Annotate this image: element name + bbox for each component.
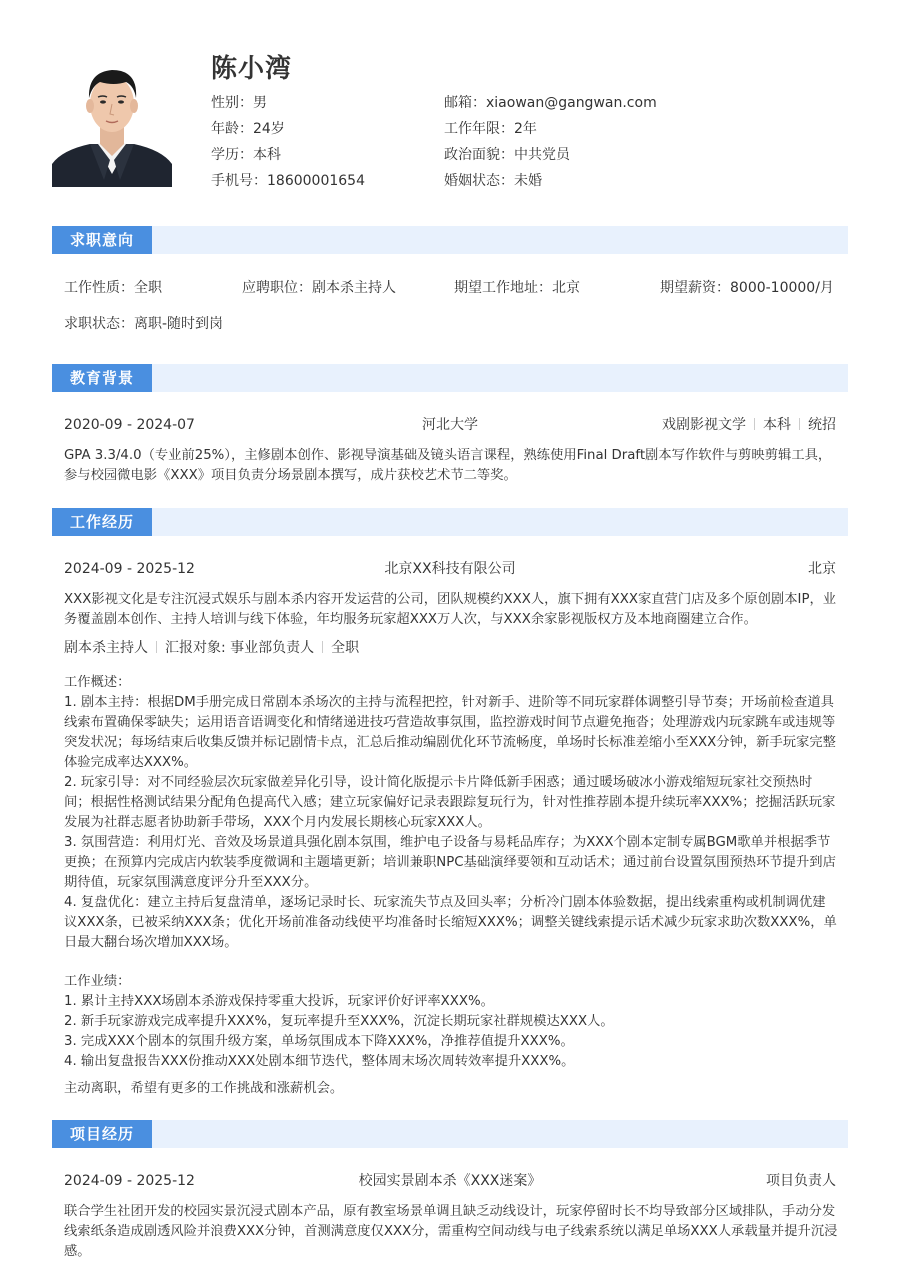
divider bbox=[322, 641, 323, 653]
section-header-work bbox=[52, 508, 848, 536]
education-school: 河北大学 bbox=[422, 417, 478, 433]
education-meta bbox=[662, 415, 836, 435]
section-title-intent: 求职意向 bbox=[52, 226, 152, 254]
intent-position: 应聘职位：剧本杀主持人 bbox=[242, 280, 396, 296]
work-leave-reason: 主动离职，希望有更多的工作挑战和涨薪机会。 bbox=[64, 1081, 344, 1096]
divider bbox=[799, 418, 800, 430]
info-political-status: 政治面貌：中共党员 bbox=[444, 147, 570, 163]
avatar-portrait-icon bbox=[52, 52, 172, 187]
intent-salary: 期望薪资：8000-10000/月 bbox=[660, 280, 834, 296]
section-header-intent bbox=[52, 226, 848, 254]
info-marital-status: 婚姻状态：未婚 bbox=[444, 173, 542, 189]
education-description: GPA 3.3/4.0（专业前25%），主修剧本创作、影视导演基础及镜头语言课程，熟练使用Final Draft剧本写作软件与剪映剪辑工具，参与校园微电影《XXX》项目负责分场景剧本撰写，成片获校艺术节二等奖。 bbox=[64, 448, 832, 483]
section-header-project bbox=[52, 1120, 848, 1148]
info-work-years: 工作年限：2年 bbox=[444, 121, 537, 137]
work-achievement-item-1: 1. 累计主持XXX场剧本杀游戏保持零重大投诉，玩家评价好评率XXX%。 bbox=[64, 994, 494, 1009]
candidate-name: 陈小湾 bbox=[211, 54, 293, 84]
education-type: 统招 bbox=[808, 417, 836, 433]
work-overview-item-4: 4. 复盘优化：建立主持后复盘清单，逐场记录时长、玩家流失节点及回头率；分析冷门剧本体验数据，提出线索重构或机制调优建议XXX条，已被采纳XXX条；优化开场前准备动线使平均准备时长缩短XXX%；调整关键线索提示话术减少玩家求助次数XXX%，单日最大翻台场次增加XXX场。 bbox=[64, 895, 837, 950]
work-company: 北京XX科技有限公司 bbox=[384, 561, 516, 577]
info-gender: 性别：男 bbox=[211, 95, 267, 111]
work-role: 剧本杀主持人 bbox=[64, 640, 148, 656]
work-achievement-title: 工作业绩： bbox=[64, 974, 131, 989]
work-period: 2024-09 - 2025-12 bbox=[64, 561, 195, 577]
work-overview-title: 工作概述： bbox=[64, 675, 131, 690]
divider bbox=[156, 641, 157, 653]
section-title-work: 工作经历 bbox=[52, 508, 152, 536]
work-achievement-item-3: 3. 完成XXX个剧本的氛围升级方案，单场氛围成本下降XXX%，净推荐值提升XXX%。 bbox=[64, 1034, 574, 1049]
project-name: 校园实景剧本杀《XXX迷案》 bbox=[358, 1173, 542, 1189]
work-achievement-item-2: 2. 新手玩家游戏完成率提升XXX%，复玩率提升至XXX%，沉淀长期玩家社群规模达XXX人。 bbox=[64, 1014, 614, 1029]
project-role: 项目负责人 bbox=[766, 1173, 836, 1189]
work-role-line bbox=[64, 638, 838, 658]
divider bbox=[754, 418, 755, 430]
education-period: 2020-09 - 2024-07 bbox=[64, 417, 195, 433]
info-education: 学历：本科 bbox=[211, 147, 281, 163]
info-age: 年龄：24岁 bbox=[211, 121, 285, 137]
work-report-to: 汇报对象: 事业部负责人 bbox=[165, 640, 315, 656]
work-overview-item-1: 1. 剧本主持：根据DM手册完成日常剧本杀场次的主持与流程把控，针对新手、进阶等不同玩家群体调整引导节奏；开场前检查道具线索布置确保零缺失；运用语音语调变化和情绪递进技巧营造故事氛围，监控游戏时间节点避免拖沓；处理游戏内玩家跳车或违规等突发状况；每场结束后收集反馈并标记剧情卡点，汇总后推动编剧优化环节流畅度，单场时长标准差缩小至XXX分钟，新手玩家完整体验完成率达XXX%。 bbox=[64, 695, 836, 770]
intent-work-nature: 工作性质：全职 bbox=[64, 280, 162, 296]
work-company-intro: XXX影视文化是专注沉浸式娱乐与剧本杀内容开发运营的公司，团队规模约XXX人，旗下拥有XXX家直营门店及多个原创剧本IP，业务覆盖剧本创作、主持人培训与线下体验，年均服务玩家超XXX万人次，与XXX余家影视版权方及本地商圈建立合作。 bbox=[64, 592, 837, 627]
education-major: 戏剧影视文学 bbox=[662, 417, 746, 433]
work-overview-item-3: 3. 氛围营造：利用灯光、音效及场景道具强化剧本氛围，维护电子设备与易耗品库存；为XXX个剧本定制专属BGM歌单并根据季节更换；在预算内完成店内软装季度微调和主题墙更新；培训兼职NPC基础演绎要领和互动话术；通过前台设置氛围预热环节提升到店期待值，玩家氛围满意度评分升至XXX分。 bbox=[64, 835, 836, 890]
education-degree: 本科 bbox=[763, 417, 791, 433]
work-row bbox=[64, 559, 836, 579]
work-overview-item-2: 2. 玩家引导：对不同经验层次玩家做差异化引导，设计简化版提示卡片降低新手困惑；通过暖场破冰小游戏缩短玩家社交预热时间；根据性格测试结果分配角色提高代入感；建立玩家偏好记录表跟踪复玩行为，针对性推荐剧本提升续玩率XXX%；挖掘活跃玩家发展为社群志愿者协助新手带场，XXX个月内发展长期核心玩家XXX人。 bbox=[64, 775, 836, 830]
section-header-education bbox=[52, 364, 848, 392]
project-period: 2024-09 - 2025-12 bbox=[64, 1173, 195, 1189]
work-nature: 全职 bbox=[331, 640, 360, 656]
work-city: 北京 bbox=[808, 561, 836, 577]
education-row bbox=[64, 415, 836, 435]
intent-location: 期望工作地址：北京 bbox=[454, 280, 580, 296]
section-title-project: 项目经历 bbox=[52, 1120, 152, 1148]
info-email: 邮箱：xiaowan@gangwan.com bbox=[444, 95, 657, 111]
work-achievement-item-4: 4. 输出复盘报告XXX份推动XXX处剧本细节迭代，整体周末场次周转效率提升XXX%。 bbox=[64, 1054, 575, 1069]
project-row bbox=[64, 1171, 836, 1191]
project-description: 联合学生社团开发的校园实景沉浸式剧本产品，原有教室场景单调且缺乏动线设计，玩家停留时长不均导致部分区域排队，手动分发线索纸条造成剧透风险并浪费XXX分钟，首测满意度仅XXX分，需重构空间动线与电子线索系统以满足单场XXX人承载量并提升沉浸感。 bbox=[64, 1204, 838, 1259]
section-title-education: 教育背景 bbox=[52, 364, 152, 392]
info-phone: 手机号：18600001654 bbox=[211, 173, 365, 189]
profile-photo bbox=[52, 52, 172, 187]
intent-status: 求职状态：离职-随时到岗 bbox=[64, 316, 224, 332]
